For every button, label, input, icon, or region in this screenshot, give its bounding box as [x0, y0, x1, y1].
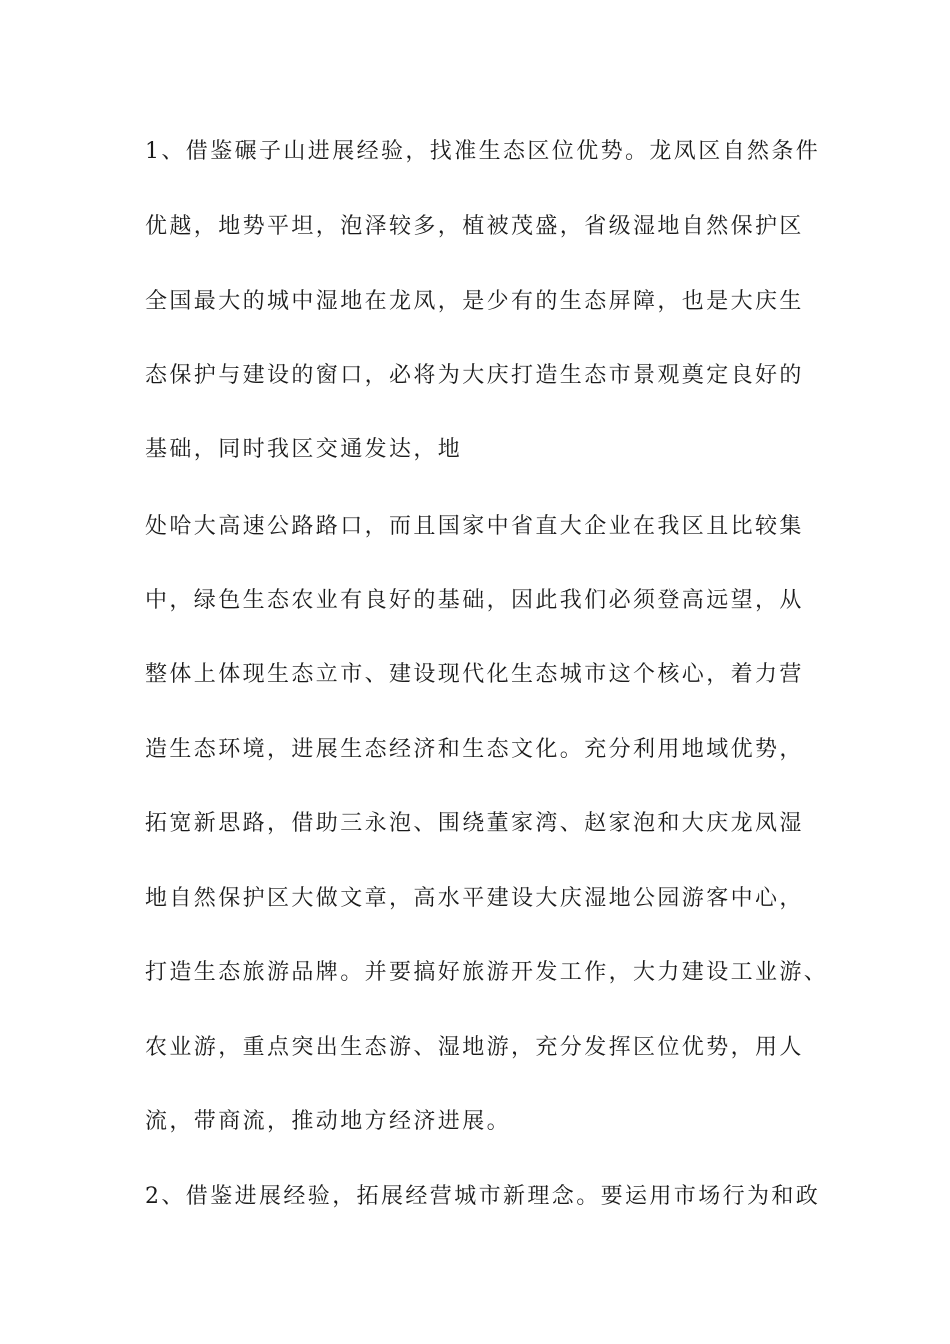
- text-line-5: 基础，同时我区交通发达，地: [145, 437, 463, 462]
- text-line-15: 2、借鉴进展经验，拓展经营城市新理念。要运用市场行为和政: [145, 1184, 821, 1209]
- text-line-8: 整体上体现生态立市、建设现代化生态城市这个核心，着力营: [145, 662, 804, 687]
- text-line-2: 优越，地势平坦，泡泽较多，植被茂盛，省级湿地自然保护区: [145, 214, 804, 239]
- text-line-3: 全国最大的城中湿地在龙凤，是少有的生态屏障，也是大庆生: [145, 289, 804, 314]
- text-line-13: 农业游，重点突出生态游、湿地游，充分发挥区位优势，用人: [145, 1035, 804, 1060]
- text-line-4: 态保护与建设的窗口，必将为大庆打造生态市景观奠定良好的: [145, 363, 804, 388]
- text-line-11: 地自然保护区大做文章，高水平建设大庆湿地公园游客中心，: [145, 886, 804, 911]
- text-line-6: 处哈大高速公路路口，而且国家中省直大企业在我区且比较集: [145, 514, 804, 539]
- text-line-10: 拓宽新思路，借助三永泡、围绕董家湾、赵家泡和大庆龙凤湿: [145, 811, 804, 836]
- text-line-9: 造生态环境，进展生态经济和生态文化。充分利用地域优势，: [145, 737, 804, 762]
- text-line-14: 流，带商流，推动地方经济进展。: [145, 1109, 512, 1134]
- text-line-12: 打造生态旅游品牌。并要搞好旅游开发工作，大力建设工业游、: [145, 960, 829, 985]
- text-line-7: 中，绿色生态农业有良好的基础，因此我们必须登高远望，从: [145, 588, 804, 613]
- text-line-1: 1、借鉴碾子山进展经验，找准生态区位优势。龙凤区自然条件: [145, 139, 821, 164]
